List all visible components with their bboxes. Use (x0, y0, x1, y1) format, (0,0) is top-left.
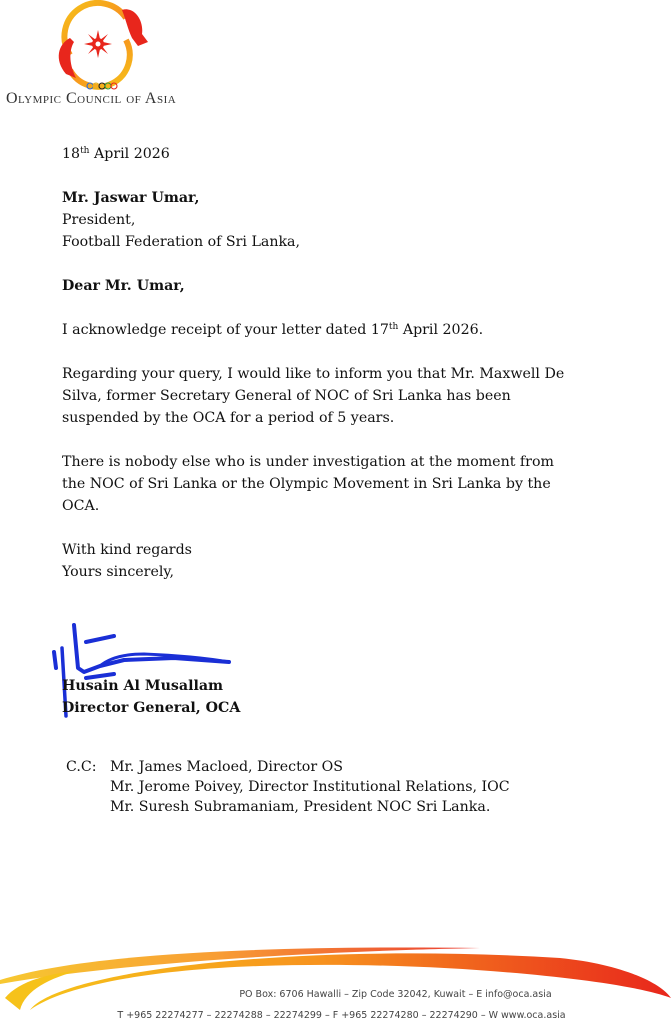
letter-date: 18th April 2026 (62, 146, 170, 162)
cc-recipient: Mr. Jerome Poivey, Director Institutional Relations, IOC (110, 779, 510, 795)
closing-regards: With kind regards (62, 542, 192, 558)
recipient-title: President, (62, 212, 136, 228)
cc-list (66, 757, 510, 817)
cc-recipient: Mr. Suresh Subramaniam, President NOC Sri Lanka. (110, 799, 491, 815)
footer-address: PO Box: 6706 Hawalli – Zip Code 32042, Kuwait – E info@oca.asia (239, 989, 552, 1000)
organization-name: Olympic Council of Asia (6, 90, 177, 107)
recipient-name: Mr. Jaswar Umar, (62, 190, 200, 206)
letter-body (62, 143, 622, 583)
cc-label: C.C: (66, 759, 97, 775)
salutation: Dear Mr. Umar, (62, 278, 185, 294)
paragraph-suspension-line: Regarding your query, I would like to inform you that Mr. Maxwell De (62, 366, 565, 382)
paragraph-investigation-line: the NOC of Sri Lanka or the Olympic Movement in Sri Lanka by the (62, 476, 551, 492)
oca-logo (0, 0, 200, 115)
oca-dragon-sun-logo-icon (48, 0, 158, 90)
signature-block (62, 675, 240, 719)
signatory-name: Husain Al Musallam (62, 678, 224, 694)
footer-contacts: T +965 22274277 – 22274288 – 22274299 – F +965 22274280 – 22274290 – W www.oca.asia (117, 1010, 566, 1021)
recipient-organization: Football Federation of Sri Lanka, (62, 234, 301, 250)
paragraph-suspension-line: Silva, former Secretary General of NOC of Sri Lanka has been (62, 388, 511, 404)
paragraph-acknowledgement: I acknowledge receipt of your letter dated 17th April 2026. (62, 322, 484, 338)
signatory-title: Director General, OCA (62, 700, 241, 716)
paragraph-investigation-line: OCA. (62, 498, 100, 514)
cc-recipient: Mr. James Macloed, Director OS (110, 759, 343, 775)
paragraph-investigation-line: There is nobody else who is under investigation at the moment from (62, 454, 554, 470)
closing-sincerely: Yours sincerely, (62, 564, 175, 580)
paragraph-suspension-line: suspended by the OCA for a period of 5 years. (62, 410, 395, 426)
